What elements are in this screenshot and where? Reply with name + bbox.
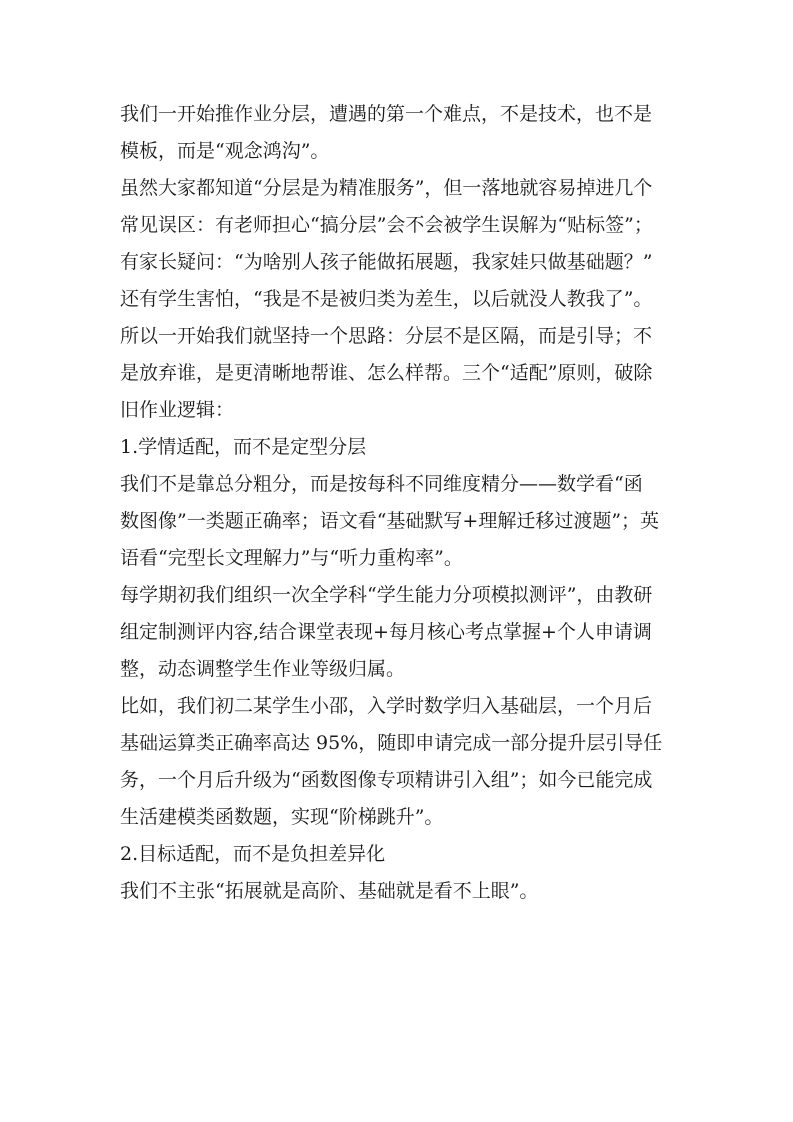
paragraph-line: 整，动态调整学生作业等级归属。 — [120, 658, 406, 680]
section-heading: 1.学情适配，而不是定型分层 — [120, 436, 367, 458]
paragraph-line: 虽然大家都知道“分层是为精准服务”，但一落地就容易掉进几个 — [120, 177, 653, 199]
paragraph-line: 生活建模类函数题，实现“阶梯跳升”。 — [120, 806, 444, 828]
paragraph-line: 比如，我们初二某学生小邵，入学时数学归入基础层，一个月后 — [120, 695, 653, 717]
paragraph-line: 语看“完型长文理解力”与“听力重构率”。 — [120, 547, 463, 569]
paragraph-line: 旧作业逻辑： — [120, 399, 235, 421]
paragraph-line: 务，一个月后升级为“函数图像专项精讲引入组”；如今已能完成 — [120, 769, 653, 791]
paragraph-line: 我们一开始推作业分层，遭遇的第一个难点，不是技术，也不是 — [120, 103, 653, 125]
paragraph-line: 是放弃谁，是更清晰地帮谁、怎么样帮。三个“适配”原则，破除 — [120, 362, 653, 384]
paragraph-line: 我们不主张“拓展就是高阶、基础就是看不上眼”。 — [120, 880, 539, 902]
paragraph-line: 所以一开始我们就坚持一个思路：分层不是区隔，而是引导；不 — [120, 325, 653, 347]
paragraph-line: 模板，而是“观念鸿沟”。 — [120, 140, 330, 162]
paragraph-line: 有家长疑问：“为啥别人孩子能做拓展题，我家娃只做基础题？” — [120, 251, 653, 273]
document-body — [120, 96, 680, 910]
paragraph-line: 数图像”一类题正确率；语文看“基础默写+理解迁移过渡题”；英 — [120, 510, 660, 532]
paragraph-line: 还有学生害怕，“我是不是被归类为差生，以后就没人教我了”。 — [120, 288, 653, 310]
paragraph-line: 每学期初我们组织一次全学科“学生能力分项模拟测评”，由教研 — [120, 584, 653, 606]
section-heading: 2.目标适配，而不是负担差异化 — [120, 843, 386, 865]
paragraph-line: 常见误区：有老师担心“搞分层”会不会被学生误解为“贴标签”； — [120, 214, 653, 236]
paragraph-line: 组定制测评内容,结合课堂表现+每月核心考点掌握+个人申请调 — [120, 621, 652, 643]
paragraph-line: 我们不是靠总分粗分，而是按每科不同维度精分——数学看“函 — [120, 473, 643, 495]
paragraph-line: 基础运算类正确率高达 95%，随即申请完成一部分提升层引导任 — [120, 732, 663, 754]
